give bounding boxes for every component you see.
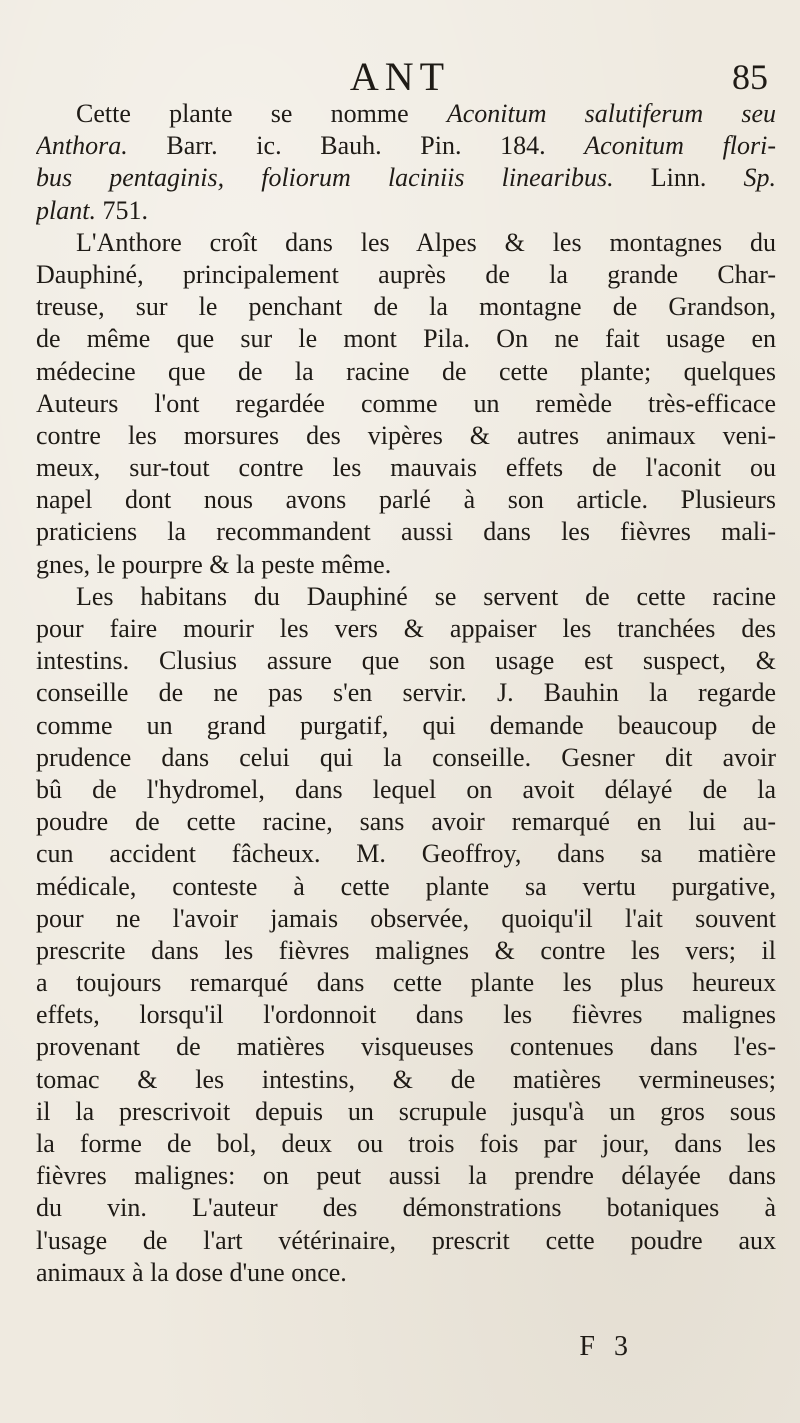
text-line: Dauphiné, principalement auprès de la grande Char- [36,259,776,289]
running-head-word: ANT [349,54,451,99]
text-line: comme un grand purgatif, qui demande beaucoup de [36,710,776,740]
text-line: cun accident fâcheux. M. Geoffroy, dans sa matière [36,839,776,869]
text-line: intestins. Clusius assure que son usage est suspect, & [36,646,776,676]
text-line: l'usage de l'art vétérinaire, prescrit cette poudre aux [36,1225,776,1255]
text-line: médicale, conteste à cette plante sa vertu purgative, [36,871,776,901]
text-line: meux, sur-tout contre les mauvais effets de l'aconit ou [36,453,776,483]
text-line: gnes, le pourpre & la peste même. [36,549,392,579]
text-line: la forme de bol, deux ou trois fois par jour, dans les [36,1129,776,1158]
text-line: animaux à la dose d'une once. [36,1257,347,1287]
text-line: Cette plante se nomme Aconitum salutiferum seu [76,99,776,128]
text-line: plant. 751. [36,195,148,225]
text-line: poudre de cette racine, sans avoir remarqué en lui au- [36,807,776,837]
text-line: conseille de ne pas s'en servir. J. Bauhin la regarde [36,678,776,708]
text-line: du vin. L'auteur des démonstrations botaniques à [36,1193,776,1223]
text-line: a toujours remarqué dans cette plante les plus heureux [36,968,776,998]
text-line: Auteurs l'ont regardée comme un remède très-efficace [36,388,776,418]
text-line: médecine que de la racine de cette plante; quelques [36,356,776,386]
text-line: provenant de matières visqueuses contenues dans l'es- [36,1032,776,1062]
text-line: bû de l'hydromel, dans lequel on avoit délayé de la [36,774,776,804]
page-number: 85 [732,57,768,97]
text-line: treuse, sur le penchant de la montagne de Grandson, [36,292,776,322]
text-line: effets, lorsqu'il l'ordonnoit dans les fièvres malignes [36,1000,776,1030]
running-head [0,52,800,102]
text-line: prudence dans celui qui la conseille. Gesner dit avoir [36,742,776,772]
text-line: il la prescrivoit depuis un scrupule jusqu'à un gros sous [36,1096,776,1126]
text-line: pour faire mourir les vers & appaiser les tranchées des [36,614,776,643]
text-line: Les habitans du Dauphiné se servent de cette racine [76,581,776,611]
text-line: fièvres malignes: on peut aussi la prendre délayée dans [36,1161,776,1191]
text-line: napel dont nous avons parlé à son article. Plusieurs [36,485,776,515]
text-line: Anthora. Barr. ic. Bauh. Pin. 184. Aconitum flori- [36,131,776,161]
text-line: praticiens la recommandent aussi dans les fièvres mali- [36,517,776,547]
text-line: prescrite dans les fièvres malignes & contre les vers; il [36,935,776,965]
signature-mark: F 3 [579,1331,634,1362]
body-text [36,98,776,1289]
text-line: de même que sur le mont Pila. On ne fait usage en [36,324,776,354]
text-line: bus pentaginis, foliorum laciniis linearibus. Linn. Sp. [36,163,776,193]
text-line: pour ne l'avoir jamais observée, quoiqu'il l'ait souvent [36,903,776,933]
text-line: tomac & les intestins, & de matières vermineuses; [36,1064,776,1094]
text-line: contre les morsures des vipères & autres animaux veni- [36,420,776,450]
text-line: L'Anthore croît dans les Alpes & les montagnes du [76,227,776,257]
